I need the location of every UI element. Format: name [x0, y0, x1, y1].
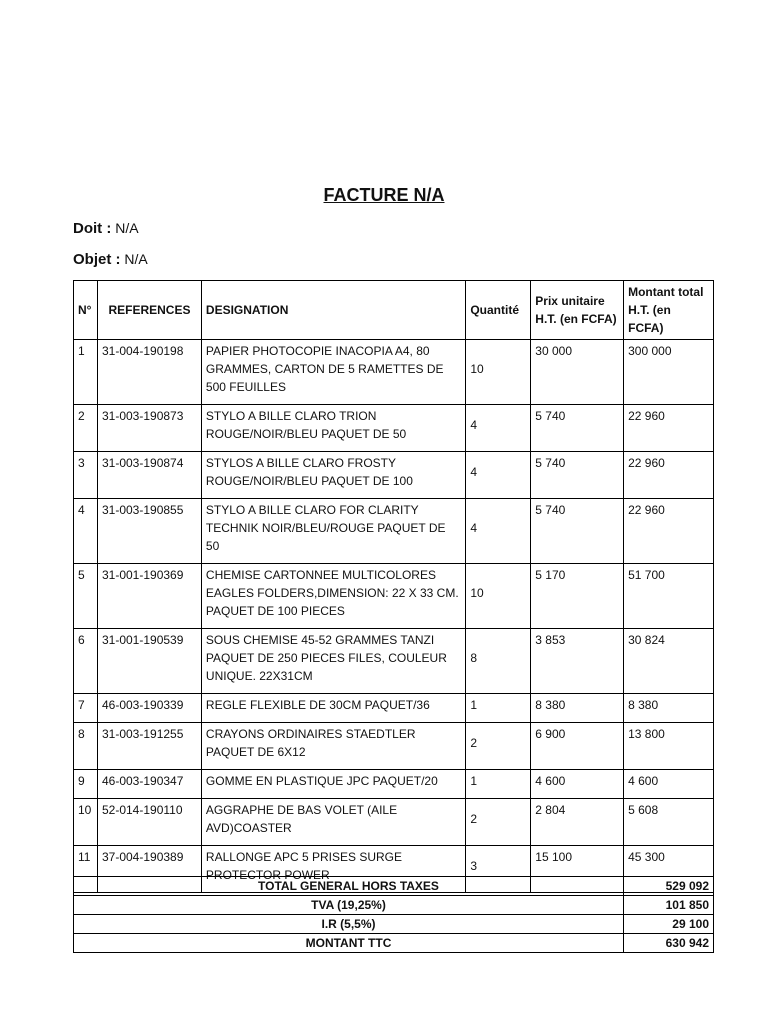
table-row [74, 799, 714, 846]
table-row [74, 629, 714, 694]
item-no: 6 [74, 629, 98, 694]
item-unit-price: 6 900 [531, 723, 624, 770]
item-no: 4 [74, 499, 98, 564]
item-unit-price: 3 853 [531, 629, 624, 694]
total-label: MONTANT TTC [74, 934, 624, 953]
item-total: 8 380 [624, 694, 714, 723]
item-quantity: 4 [466, 452, 531, 499]
header-montant: Montant total H.T. (en FCFA) [624, 281, 714, 340]
item-total: 22 960 [624, 405, 714, 452]
item-quantity: 1 [466, 770, 531, 799]
item-reference: 31-004-190198 [97, 340, 201, 405]
totals-body [74, 877, 714, 953]
item-reference: 31-003-190855 [97, 499, 201, 564]
item-unit-price: 15 100 [531, 846, 624, 893]
header-references: REFERENCES [97, 281, 201, 340]
header-no: N° [74, 281, 98, 340]
totals-row [74, 877, 714, 896]
item-no: 2 [74, 405, 98, 452]
item-designation: STYLO A BILLE CLARO TRION ROUGE/NOIR/BLEU PAQUET DE 50 [201, 405, 465, 452]
table-row [74, 340, 714, 405]
item-unit-price: 4 600 [531, 770, 624, 799]
item-reference: 31-003-191255 [97, 723, 201, 770]
table-row [74, 499, 714, 564]
table-row [74, 452, 714, 499]
item-designation: REGLE FLEXIBLE DE 30CM PAQUET/36 [201, 694, 465, 723]
item-total: 45 300 [624, 846, 714, 893]
item-total: 30 824 [624, 629, 714, 694]
objet-label: Objet : [73, 251, 121, 268]
objet-line [73, 251, 148, 268]
total-label: I.R (5,5%) [74, 915, 624, 934]
item-no: 9 [74, 770, 98, 799]
table-row [74, 564, 714, 629]
item-designation: RALLONGE APC 5 PRISES SURGE PROTECTOR POWER [201, 846, 465, 893]
item-total: 4 600 [624, 770, 714, 799]
table-row [74, 770, 714, 799]
item-designation: CHEMISE CARTONNEE MULTICOLORES EAGLES FOLDERS,DIMENSION: 22 X 33 CM. PAQUET DE 100 PIECES [201, 564, 465, 629]
item-designation: AGGRAPHE DE BAS VOLET (AILE AVD)COASTER [201, 799, 465, 846]
item-designation: GOMME EN PLASTIQUE JPC PAQUET/20 [201, 770, 465, 799]
header-designation: DESIGNATION [201, 281, 465, 340]
item-unit-price: 2 804 [531, 799, 624, 846]
item-no: 11 [74, 846, 98, 893]
item-unit-price: 5 740 [531, 452, 624, 499]
item-quantity: 4 [466, 499, 531, 564]
item-no: 10 [74, 799, 98, 846]
item-reference: 31-001-190539 [97, 629, 201, 694]
item-unit-price: 5 740 [531, 405, 624, 452]
table-row [74, 723, 714, 770]
item-total: 5 608 [624, 799, 714, 846]
table-row [74, 405, 714, 452]
item-no: 8 [74, 723, 98, 770]
item-quantity: 10 [466, 340, 531, 405]
doit-label: Doit : [73, 220, 112, 237]
item-designation: PAPIER PHOTOCOPIE INACOPIA A4, 80 GRAMMES, CARTON DE 5 RAMETTES DE 500 FEUILLES [201, 340, 465, 405]
item-quantity: 2 [466, 723, 531, 770]
item-reference: 46-003-190339 [97, 694, 201, 723]
item-unit-price: 5 740 [531, 499, 624, 564]
total-value: 29 100 [624, 915, 714, 934]
total-label: TOTAL GENERAL HORS TAXES [74, 877, 624, 896]
table-row [74, 694, 714, 723]
item-designation: STYLOS A BILLE CLARO FROSTY ROUGE/NOIR/BLEU PAQUET DE 100 [201, 452, 465, 499]
totals-row [74, 934, 714, 953]
item-unit-price: 30 000 [531, 340, 624, 405]
item-designation: CRAYONS ORDINAIRES STAEDTLER PAQUET DE 6X12 [201, 723, 465, 770]
items-table [73, 280, 714, 893]
item-total: 22 960 [624, 452, 714, 499]
item-designation: STYLO A BILLE CLARO FOR CLARITY TECHNIK NOIR/BLEU/ROUGE PAQUET DE 50 [201, 499, 465, 564]
header-prix-unitaire: Prix unitaire H.T. (en FCFA) [531, 281, 624, 340]
item-unit-price: 8 380 [531, 694, 624, 723]
totals-row [74, 915, 714, 934]
totals-row [74, 896, 714, 915]
item-reference: 31-003-190874 [97, 452, 201, 499]
item-unit-price: 5 170 [531, 564, 624, 629]
doit-line [73, 220, 139, 237]
item-total: 13 800 [624, 723, 714, 770]
objet-value: N/A [124, 251, 148, 267]
item-quantity: 3 [466, 846, 531, 893]
items-body [74, 340, 714, 893]
item-quantity: 4 [466, 405, 531, 452]
item-reference: 31-001-190369 [97, 564, 201, 629]
item-quantity: 2 [466, 799, 531, 846]
totals-table [73, 876, 714, 953]
item-designation: SOUS CHEMISE 45-52 GRAMMES TANZI PAQUET DE 250 PIECES FILES, COULEUR UNIQUE. 22X31CM [201, 629, 465, 694]
invoice-title: FACTURE N/A [323, 185, 445, 205]
item-no: 7 [74, 694, 98, 723]
item-no: 1 [74, 340, 98, 405]
item-reference: 31-003-190873 [97, 405, 201, 452]
table-header-row [74, 281, 714, 340]
item-quantity: 1 [466, 694, 531, 723]
total-value: 101 850 [624, 896, 714, 915]
item-reference: 52-014-190110 [97, 799, 201, 846]
total-value: 529 092 [624, 877, 714, 896]
item-reference: 37-004-190389 [97, 846, 201, 893]
item-no: 5 [74, 564, 98, 629]
item-quantity: 10 [466, 564, 531, 629]
item-reference: 46-003-190347 [97, 770, 201, 799]
item-total: 300 000 [624, 340, 714, 405]
total-value: 630 942 [624, 934, 714, 953]
item-total: 51 700 [624, 564, 714, 629]
header-quantite: Quantité [466, 281, 531, 340]
total-label: TVA (19,25%) [74, 896, 624, 915]
item-quantity: 8 [466, 629, 531, 694]
doit-value: N/A [115, 220, 139, 236]
item-no: 3 [74, 452, 98, 499]
item-total: 22 960 [624, 499, 714, 564]
